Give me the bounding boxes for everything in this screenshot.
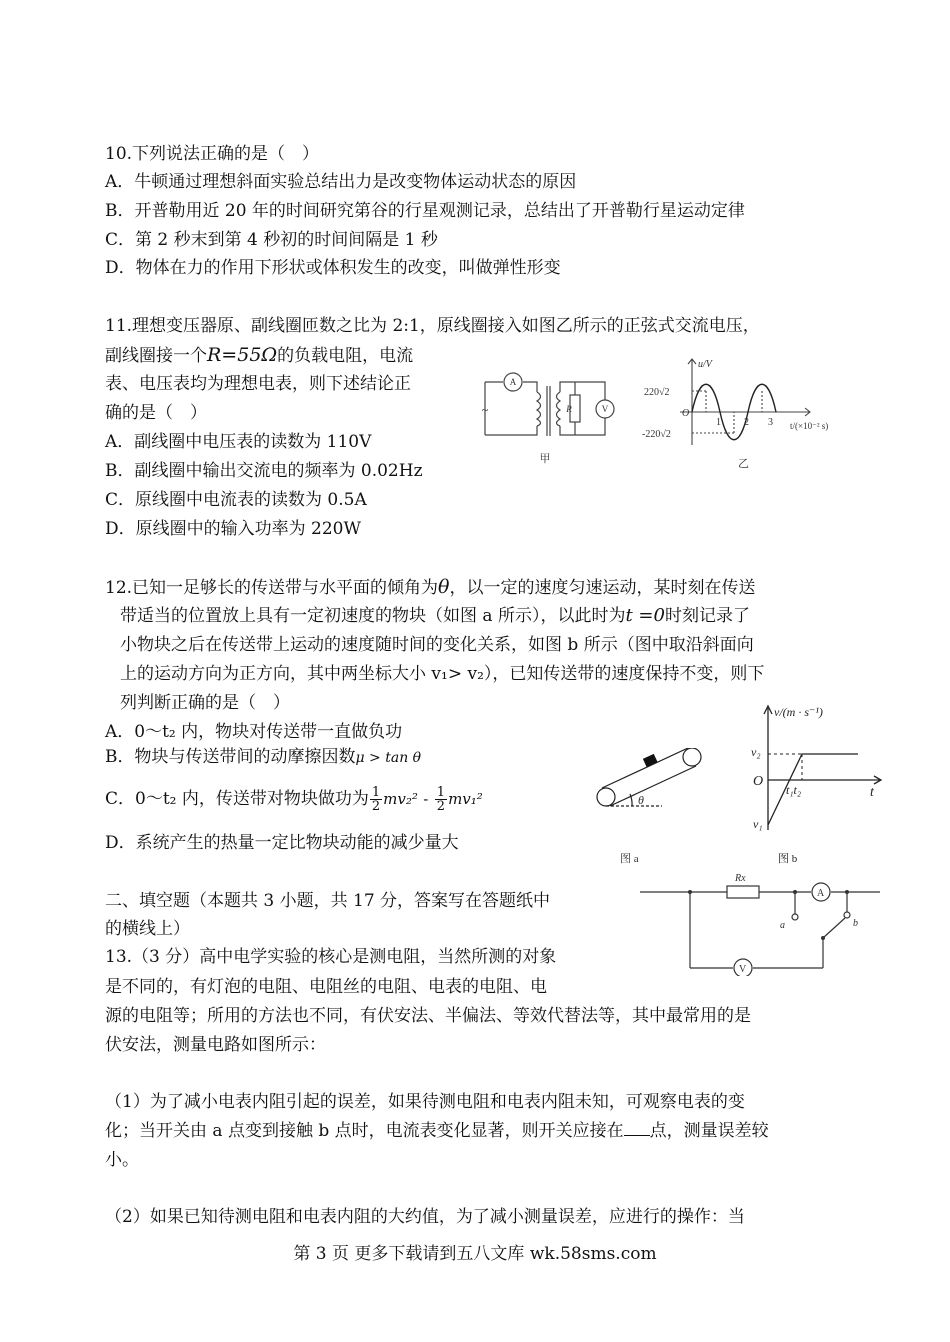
q12-stem-line1-pre: 12.已知一足够长的传送带与水平面的倾角为	[105, 578, 439, 598]
q12-option-b	[105, 746, 421, 769]
q12-figure-a	[590, 748, 720, 866]
answer-blank[interactable]	[624, 1120, 650, 1136]
q12-stem-line2-pre: 带适当的位置放上具有一定初速度的物块（如图 a 所示），以此时为	[120, 606, 626, 626]
q12-frac2-den: 2	[436, 799, 446, 814]
q11-fig-resistor-label: R	[566, 404, 572, 414]
q12-fig-b-v2: v₂	[751, 745, 761, 759]
page-footer: 第 3 页 更多下载请到五八文库 wk.58sms.com	[293, 1244, 657, 1264]
q11-stem-line2-pre: 副线圈接一个	[105, 346, 207, 366]
q13-fig-rx: Rx	[735, 873, 746, 884]
q11-fig-y-neg: -220√2	[642, 429, 671, 440]
q12-option-c-frac2	[435, 786, 447, 813]
q11-stem-line1: 11.理想变压器原、副线圈匝数之比为 2:1，原线圈接入如图乙所示的正弦式交流电压，	[105, 316, 760, 336]
q11-fig-tick-1: 1	[716, 417, 721, 428]
q13-figure-circuit	[635, 866, 885, 976]
q11-resistance: R=55Ω	[207, 344, 278, 366]
q12-stem-line1	[105, 576, 756, 599]
q12-fig-a-angle: θ	[638, 793, 644, 807]
q13-fig-voltmeter-label: V	[739, 964, 747, 975]
q11-stem-line3: 表、电压表均为理想电表，则下述结论正	[105, 374, 411, 394]
q12-fig-a-caption: 图 a	[620, 853, 639, 865]
q12-fig-b-y-axis: v/(m · s⁻¹)	[774, 705, 823, 719]
q11-figure-yi	[640, 355, 855, 480]
q11-fig-y-axis: u/V	[698, 359, 712, 370]
q12-fig-b-v1: v₁	[753, 817, 763, 831]
section2-title-line2: 的横线上）	[105, 919, 190, 939]
q12-fig-b-caption: 图 b	[778, 853, 798, 865]
q13-part1-line2-post: 点，测量误差较	[649, 1121, 769, 1141]
q12-fig-b-x-axis: t	[870, 785, 874, 800]
q11-fig-tick-3: 3	[768, 417, 773, 428]
q12-theta: θ	[438, 576, 450, 598]
q12-frac1-den: 2	[371, 799, 381, 814]
q12-option-a: A．0～t₂ 内，物块对传送带一直做负功	[105, 722, 403, 742]
q11-option-d: D．原线圈中的输入功率为 220W	[105, 519, 361, 539]
q12-stem-line2-post: 时刻记录了	[664, 606, 750, 626]
q12-frac1-num: 1	[371, 785, 381, 800]
q10-option-b: B．开普勒用近 20 年的时间研究第谷的行星观测记录，总结出了开普勒行星运动定律	[105, 201, 745, 221]
q10-option-a: A．牛顿通过理想斜面实验总结出力是改变物体运动状态的原因	[105, 172, 577, 192]
q13-part1-line2-pre: 化；当开关由 a 点变到接触 b 点时，电流表变化显著，则开关应接在	[105, 1121, 624, 1141]
q12-option-c-term1: mv₂²	[383, 790, 418, 808]
q10-option-d: D．物体在力的作用下形状或体积发生的改变，叫做弹性形变	[105, 258, 561, 278]
q11-fig-origin: O	[682, 408, 690, 419]
q11-fig-source-label: ~	[481, 403, 489, 417]
q12-stem-line3: 小物块之后在传送带上运动的速度随时间的变化关系，如图 b 所示（图中取沿斜面向	[120, 635, 754, 655]
q13-fig-b: b	[853, 918, 858, 929]
q13-stem-line4: 伏安法，测量电路如图所示：	[105, 1035, 326, 1055]
q12-option-c-frac1	[370, 786, 382, 813]
q12-stem-line4: 上的运动方向为正方向，其中两坐标大小 v₁> v₂），已知传送带的速度保持不变，则下	[120, 664, 765, 684]
q13-part2-line1: （2）如果已知待测电阻和电表内阻的大约值，为了减小测量误差，应进行的操作：当	[105, 1207, 745, 1227]
q13-part1-line3: 小。	[105, 1150, 139, 1170]
q12-stem-line5: 列判断正确的是（ ）	[120, 693, 290, 713]
q13-fig-ammeter-label: A	[817, 888, 825, 899]
q12-t0: t =0	[625, 605, 665, 626]
q12-option-c-minus: -	[423, 790, 429, 808]
q12-fig-b-origin: O	[753, 774, 764, 789]
q11-fig-voltmeter-label: V	[601, 404, 609, 414]
q12-option-b-formula: μ > tan θ	[355, 750, 422, 766]
q11-fig-y-pos: 220√2	[644, 387, 670, 398]
q12-option-c-pre: C．0～t₂ 内，传送带对物块做功为	[105, 789, 369, 809]
q11-stem-line4: 确的是（ ）	[105, 403, 207, 423]
q12-stem-line2	[120, 605, 750, 627]
q11-fig-tick-2: 2	[744, 417, 749, 428]
q13-fig-a: a	[780, 920, 785, 931]
q12-frac2-num: 1	[436, 785, 446, 800]
q11-fig-ammeter-label: A	[509, 377, 517, 387]
q12-stem-line1-post: ，以一定的速度匀速运动，某时刻在传送	[449, 578, 756, 598]
q12-option-b-pre: B．物块与传送带间的动摩擦因数	[105, 747, 356, 767]
section2-title-line1: 二、填空题（本题共 3 小题，共 17 分，答案写在答题纸中	[105, 891, 551, 911]
q12-fig-b-t1t2: t₁t₂	[786, 783, 802, 797]
q11-figure-jia	[475, 370, 625, 470]
q13-part1-line2	[105, 1120, 769, 1142]
q12-option-c	[105, 786, 483, 813]
q12-figure-b	[748, 700, 888, 865]
q12-option-d: D．系统产生的热量一定比物块动能的减少量大	[105, 833, 459, 853]
q11-option-a: A．副线圈中电压表的读数为 110V	[105, 432, 372, 452]
q13-stem-line1: 13.（3 分）高中电学实验的核心是测电阻，当然所测的对象	[105, 947, 557, 967]
q11-fig-yi-caption: 乙	[738, 458, 749, 470]
q13-stem-line2: 是不同的，有灯泡的电阻、电阻丝的电阻、电表的电阻、电	[105, 977, 547, 997]
q10-stem: 10.下列说法正确的是（ ）	[105, 144, 320, 164]
q11-option-c: C．原线圈中电流表的读数为 0.5A	[105, 490, 367, 510]
q11-stem-line2	[105, 344, 413, 367]
q11-option-b: B．副线圈中输出交流电的频率为 0.02Hz	[105, 461, 423, 481]
q11-fig-x-axis: t/(×10⁻² s)	[790, 421, 829, 431]
q13-part1-line1: （1）为了减小电表内阻引起的误差，如果待测电阻和电表内阻未知，可观察电表的变	[105, 1092, 745, 1112]
q11-stem-line2-post: 的负载电阻，电流	[277, 346, 414, 366]
q12-option-c-term2: mv₁²	[448, 790, 483, 808]
q11-fig-jia-caption: 甲	[539, 453, 551, 465]
q10-option-c: C．第 2 秒末到第 4 秒初的时间间隔是 1 秒	[105, 230, 438, 250]
q13-stem-line3: 源的电阻等；所用的方法也不同，有伏安法、半偏法、等效代替法等，其中最常用的是	[105, 1006, 751, 1026]
